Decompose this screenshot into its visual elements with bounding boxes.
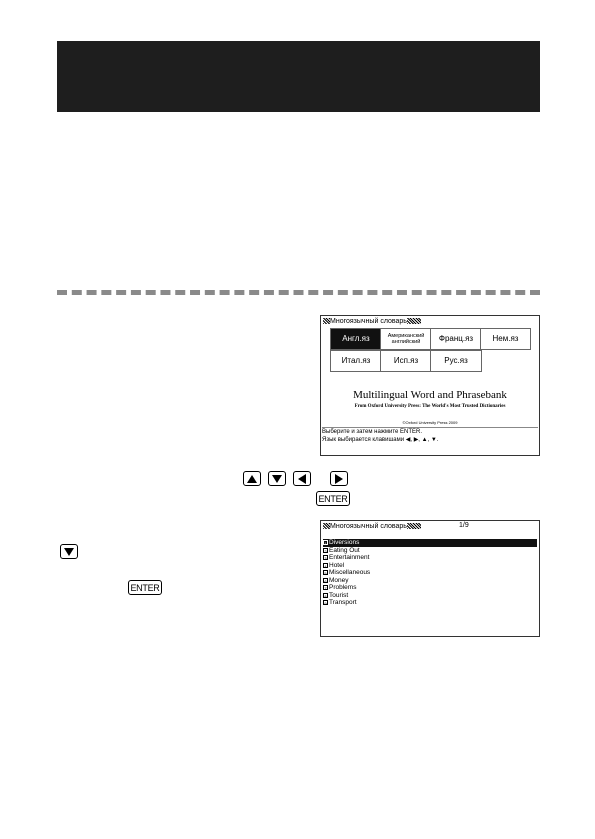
list-item[interactable]: 8 Tourist: [324, 591, 349, 599]
enter-key-2: ENTER: [128, 580, 162, 595]
screen-title: Многоязычный словарь: [323, 522, 421, 531]
list-item[interactable]: 4 Hotel: [324, 561, 345, 569]
list-item[interactable]: 7 Problems: [324, 584, 357, 592]
enter-key: ENTER: [316, 491, 350, 506]
hatch-icon: [323, 523, 330, 529]
copyright: ©Oxford University Press 2009: [402, 420, 458, 425]
right-arrow-icon: [335, 474, 343, 484]
right-arrow-key: [330, 471, 348, 486]
book-subtitle: From Oxford University Press: The World's Most Trusted Dictionaries: [354, 404, 506, 409]
language-select-screen: [320, 315, 540, 456]
left-arrow-icon: [298, 474, 306, 484]
language-english[interactable]: Англ.яз: [330, 328, 382, 350]
list-item[interactable]: 1 Diversions: [323, 539, 537, 547]
category-list-screen: [320, 520, 540, 637]
language-grid: [330, 328, 531, 372]
language-russian[interactable]: Рус.яз: [430, 350, 482, 372]
hatch-icon: [407, 318, 421, 324]
list-item[interactable]: 2 Eating Out: [324, 546, 360, 554]
hint-divider: [322, 427, 538, 428]
left-arrow-key: [293, 471, 311, 486]
list-item[interactable]: 6 Money: [324, 576, 349, 584]
dashed-divider: [57, 290, 540, 295]
language-french[interactable]: Франц.яз: [430, 328, 482, 350]
hatch-icon: [407, 523, 421, 529]
down-arrow-icon: [64, 548, 74, 556]
down-arrow-icon: [272, 475, 282, 483]
up-arrow-key: [243, 471, 261, 486]
list-item[interactable]: 5 Miscellaneous: [324, 569, 371, 577]
language-spanish[interactable]: Исп.яз: [380, 350, 432, 372]
language-american-english[interactable]: Американский английский: [380, 328, 432, 350]
hatch-icon: [323, 318, 330, 324]
language-italian[interactable]: Итал.яз: [330, 350, 382, 372]
hint-line-2: Язык выбирается клавишами ◀, ▶, ▲, ▼.: [322, 437, 439, 443]
section-title-bar: [57, 41, 540, 112]
hint-line-1: Выберите и затем нажмите ENTER.: [322, 429, 423, 435]
up-arrow-icon: [247, 475, 257, 483]
down-arrow-key: [268, 471, 286, 486]
screen-title: Многоязычный словарь: [323, 317, 421, 326]
category-list: [323, 539, 537, 607]
list-item[interactable]: 9 Transport: [324, 599, 357, 607]
book-title: Multilingual Word and Phrasebank: [353, 389, 507, 401]
list-item[interactable]: 3 Entertainment: [324, 554, 370, 562]
down-arrow-key-2: [60, 544, 78, 559]
page-indicator: 1/9: [459, 522, 469, 529]
language-german[interactable]: Нем.яз: [480, 328, 531, 350]
